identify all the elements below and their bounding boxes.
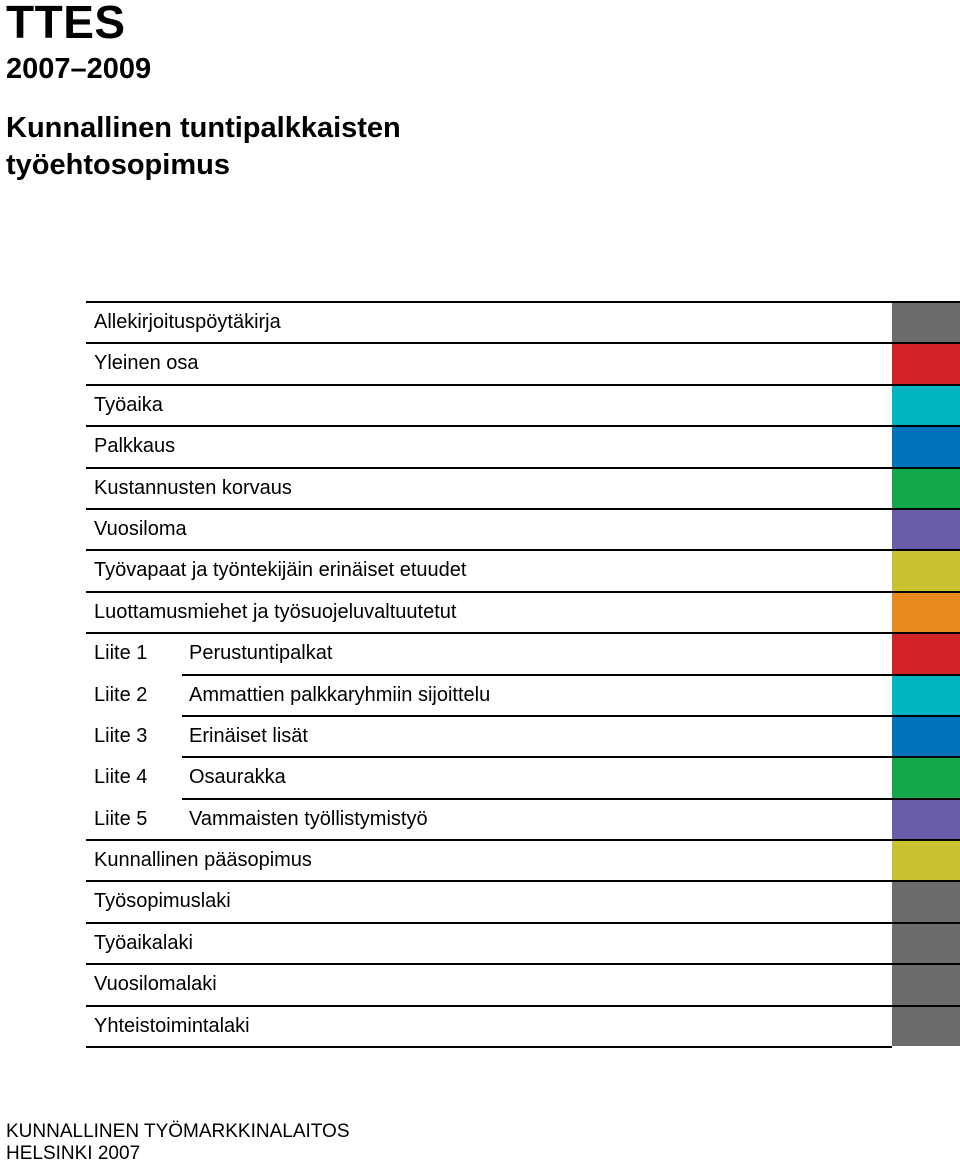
table-of-contents bbox=[86, 301, 960, 1046]
toc-entry[interactable] bbox=[86, 1005, 960, 1046]
appendix-title: Perustuntipalkat bbox=[189, 642, 333, 665]
publisher-name: KUNNALLINEN TYÖMARKKINALAITOS bbox=[6, 1121, 350, 1142]
section-color-tab bbox=[892, 510, 960, 549]
toc-entry[interactable] bbox=[86, 591, 960, 632]
section-color-tab bbox=[892, 800, 960, 839]
toc-entry-label: Allekirjoituspöytäkirja bbox=[94, 311, 281, 333]
publisher-footer bbox=[6, 1121, 350, 1165]
toc-entry[interactable] bbox=[86, 342, 960, 383]
section-color-tab bbox=[892, 1007, 960, 1046]
section-color-tab bbox=[892, 469, 960, 508]
publication-place-year: HELSINKI 2007 bbox=[6, 1143, 141, 1164]
toc-entry[interactable] bbox=[86, 508, 960, 549]
toc-entry[interactable] bbox=[86, 467, 960, 508]
toc-entry-label: Työvapaat ja työntekijäin erinäiset etuudet bbox=[94, 559, 467, 582]
section-color-tab bbox=[892, 551, 960, 590]
document-title-line-1: Kunnallinen tuntipalkkaisten bbox=[6, 112, 401, 144]
appendix-title: Vammaisten työllistymistyö bbox=[189, 807, 428, 830]
toc-entry-label: Vuosiloma bbox=[94, 517, 187, 540]
appendix-number: Liite 4 bbox=[94, 766, 148, 789]
toc-entry[interactable] bbox=[86, 839, 960, 880]
toc-entry-label: Kustannusten korvaus bbox=[94, 476, 292, 499]
toc-entry[interactable] bbox=[86, 880, 960, 921]
toc-entry-label: Kunnallinen pääsopimus bbox=[94, 849, 312, 872]
appendix-number: Liite 1 bbox=[94, 642, 148, 665]
document-title bbox=[6, 110, 401, 184]
toc-entry[interactable] bbox=[86, 549, 960, 590]
toc-bottom-rule bbox=[86, 1046, 892, 1048]
toc-entry[interactable] bbox=[86, 798, 960, 839]
toc-entry-label: Työaika bbox=[94, 393, 163, 416]
appendix-number: Liite 3 bbox=[94, 724, 148, 747]
appendix-title: Erinäiset lisät bbox=[189, 724, 308, 747]
section-color-tab bbox=[892, 965, 960, 1004]
section-color-tab bbox=[892, 676, 960, 715]
toc-entry[interactable] bbox=[86, 425, 960, 466]
section-color-tab bbox=[892, 634, 960, 673]
toc-entry-label: Yhteistoimintalaki bbox=[94, 1014, 250, 1037]
section-color-tab bbox=[892, 882, 960, 921]
appendix-title: Ammattien palkkaryhmiin sijoittelu bbox=[189, 683, 491, 706]
toc-entry-label: Työsopimuslaki bbox=[94, 890, 231, 913]
toc-entry[interactable] bbox=[86, 963, 960, 1004]
separator-gap bbox=[86, 715, 182, 717]
agreement-period: 2007–2009 bbox=[6, 53, 152, 85]
toc-entry-label: Luottamusmiehet ja työsuojeluvaltuutetut bbox=[94, 600, 457, 623]
toc-entry[interactable] bbox=[86, 632, 960, 673]
section-color-tab bbox=[892, 758, 960, 797]
toc-entry-label: Palkkaus bbox=[94, 435, 176, 458]
toc-entry-label: Yleinen osa bbox=[94, 352, 199, 375]
toc-entry[interactable] bbox=[86, 756, 960, 797]
separator-gap bbox=[86, 798, 182, 800]
separator-gap bbox=[86, 756, 182, 758]
section-color-tab bbox=[892, 427, 960, 466]
appendix-number: Liite 5 bbox=[94, 807, 148, 830]
cover-title: TTES bbox=[6, 0, 126, 48]
section-color-tab bbox=[892, 303, 960, 342]
appendix-number: Liite 2 bbox=[94, 683, 148, 706]
section-color-tab bbox=[892, 386, 960, 425]
toc-entry-label: Vuosilomalaki bbox=[94, 973, 217, 996]
section-color-tab bbox=[892, 593, 960, 632]
section-color-tab bbox=[892, 841, 960, 880]
separator-gap bbox=[86, 674, 182, 676]
toc-entry[interactable] bbox=[86, 715, 960, 756]
document-title-line-2: työehtosopimus bbox=[6, 149, 230, 181]
section-color-tab bbox=[892, 344, 960, 383]
toc-entry[interactable] bbox=[86, 301, 960, 342]
section-color-tab bbox=[892, 924, 960, 963]
toc-entry[interactable] bbox=[86, 384, 960, 425]
appendix-title: Osaurakka bbox=[189, 766, 286, 789]
toc-entry[interactable] bbox=[86, 922, 960, 963]
toc-entry-label: Työaikalaki bbox=[94, 931, 193, 954]
toc-entry[interactable] bbox=[86, 674, 960, 715]
section-color-tab bbox=[892, 717, 960, 756]
